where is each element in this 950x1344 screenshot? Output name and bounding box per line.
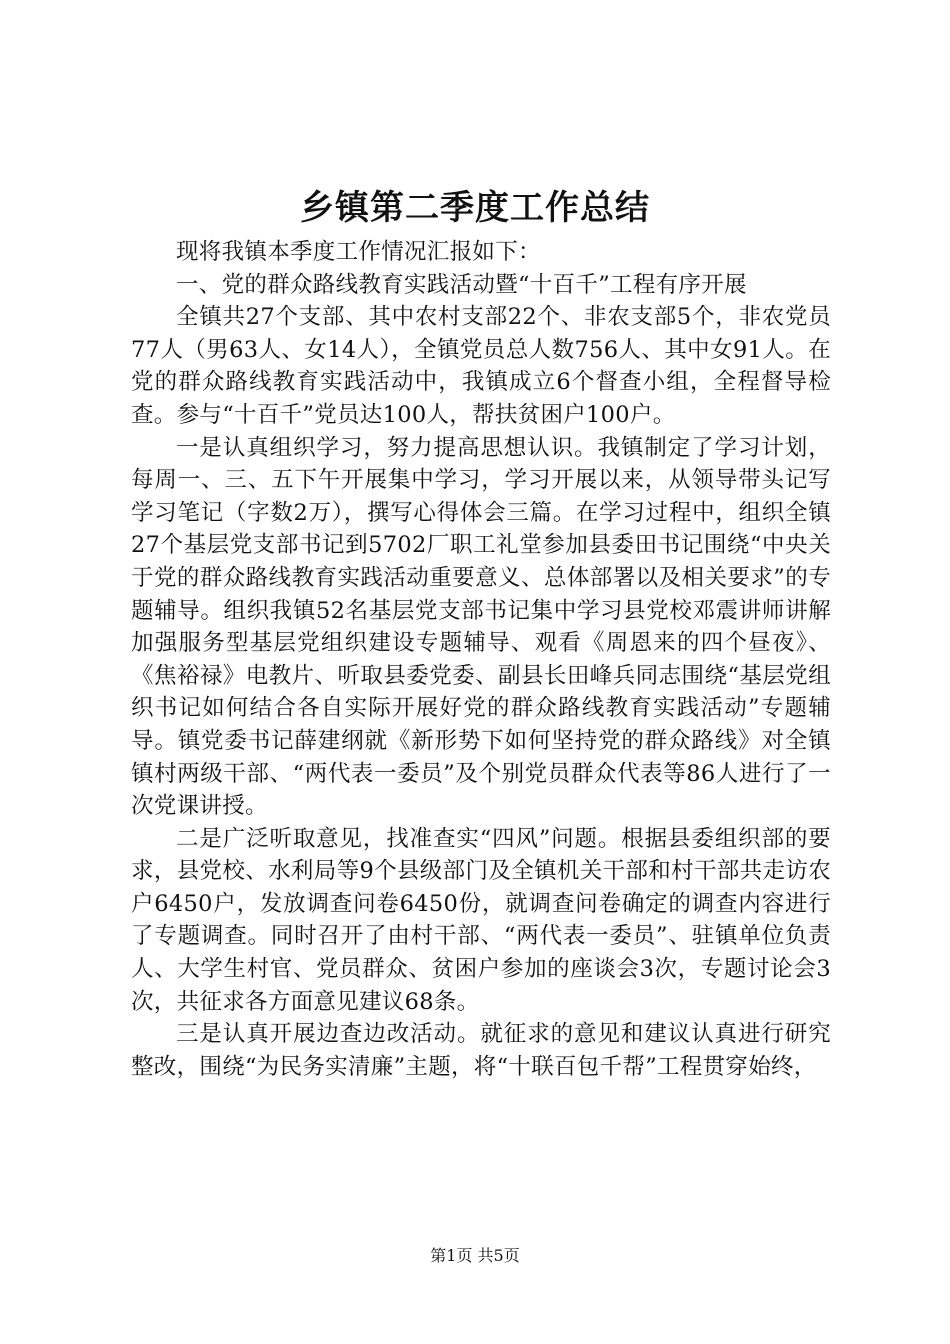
document-title: 乡镇第二季度工作总结 [300,188,650,228]
page-footer: 第1页 共5页 [430,1246,520,1265]
body-paragraph-2: 一是认真组织学习，努力提高思想认识。我镇制定了学习计划，每周一、三、五下午开展集中学习，学习开展以来，从领导带头记写学习笔记（字数2万），撰写心得体会三篇。在学习过程中，组织全镇27个基层党支部书记到5702厂职工礼堂参加县委田书记围绕“中央关于党的群众路线教育实践活动重要意义、总体部署以及相关要求”的专题辅导。组织我镇52名基层党支部书记集中学习县党校邓震讲师讲解加强服务型基层党组织建设专题辅导、观看《周恩来的四个昼夜》、《焦裕禄》电教片、听取县委党委、副县长田峰兵同志围绕“基层党组织书记如何结合各自实际开展好党的群众路线教育实践活动”专题辅导。镇党委书记薛建纲就《新形势下如何坚持党的群众路线》对全镇镇村两级干部、“两代表一委员”及个别党员群众代表等86人进行了一次党课讲授。 [131,434,831,820]
section-heading-1: 一、党的群众路线教育实践活动暨“十百千”工程有序开展 [176,271,747,298]
intro-paragraph: 现将我镇本季度工作情况汇报如下： [176,239,541,265]
body-paragraph-3: 二是广泛听取意见，找准查实“四风”问题。根据县委组织部的要求，县党校、水利局等9个县级部门及全镇机关干部和村干部共走访农户6450户，发放调查问卷6450份，就调查问卷确定的调查内容进行了专题调查。同时召开了由村干部、“两代表一委员”、驻镇单位负责人、大学生村官、党员群众、贫困户参加的座谈会3次，专题讨论会3次，共征求各方面意见建议68条。 [131,825,831,1015]
body-paragraph-4: 三是认真开展边查边改活动。就征求的意见和建议认真进行研究整改，围绕“为民务实清廉”主题，将“十联百包千帮”工程贯穿始终， [131,1021,831,1080]
document-body [131,236,831,1083]
body-paragraph-1: 全镇共27个支部、其中农村支部22个、非农支部5个，非农党员77人（男63人、女14人），全镇党员总人数756人、其中女91人。在党的群众路线教育实践活动中，我镇成立6个督查小组，全程督导检查。参与“十百千”党员达100人，帮扶贫困户100户。 [131,304,831,428]
